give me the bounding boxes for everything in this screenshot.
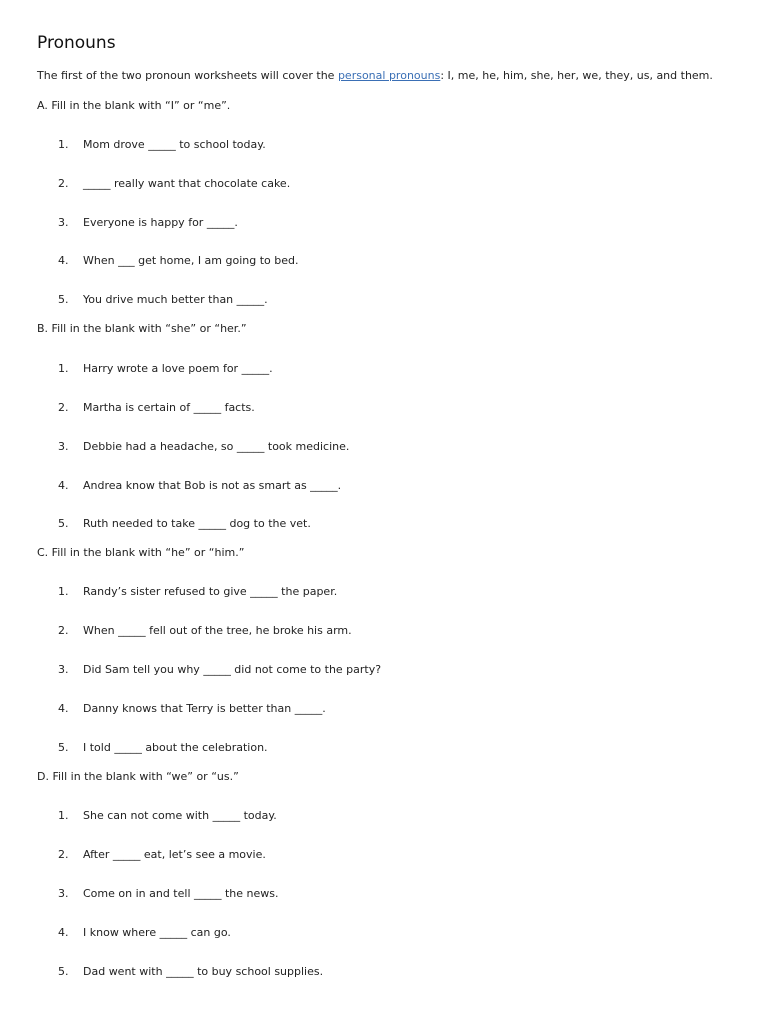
list-item [58,479,341,492]
list-item [58,254,299,267]
item-text: Andrea know that Bob is not as smart as _____. [83,479,342,492]
intro-text-before: The first of the two pronoun worksheets will cover the [37,69,338,82]
item-number: 2. [58,401,69,414]
list-item [58,741,268,754]
personal-pronouns-link[interactable]: personal pronouns [337,69,441,82]
item-number: 1. [58,809,69,822]
item-text: After _____ eat, let’s see a movie. [83,848,266,861]
list-item [58,965,323,978]
intro-paragraph [37,69,713,82]
item-text: Ruth needed to take _____ dog to the vet. [83,517,311,530]
item-text: Debbie had a headache, so _____ took medicine. [83,440,350,453]
item-text: I told _____ about the celebration. [83,741,268,754]
item-text: Dad went with _____ to buy school supplies. [83,965,324,978]
list-item [58,401,255,414]
item-number: 2. [58,848,69,861]
item-text: Mom drove _____ to school today. [83,138,266,151]
section-a-heading: A. Fill in the blank with “I” or “me”. [37,99,231,112]
list-item [58,517,311,530]
item-number: 3. [58,663,69,676]
item-number: 1. [58,362,69,375]
item-number: 3. [58,440,69,453]
item-text: Randy’s sister refused to give _____ the paper. [83,585,338,598]
item-text: Harry wrote a love poem for _____. [83,362,273,375]
section-b-heading: B. Fill in the blank with “she” or “her.” [37,322,247,335]
list-item [58,293,268,306]
item-text: Did Sam tell you why _____ did not come to the party? [83,663,382,676]
item-text: You drive much better than _____. [83,293,268,306]
item-text: Everyone is happy for _____. [83,216,238,229]
item-text: She can not come with _____ today. [83,809,277,822]
item-text: When _____ fell out of the tree, he broke his arm. [83,624,352,637]
item-text: When ___ get home, I am going to bed. [83,254,299,267]
item-number: 4. [58,702,69,715]
item-text: Come on in and tell _____ the news. [83,887,279,900]
intro-text-after: : I, me, he, him, she, her, we, they, us, and them. [440,69,713,82]
item-text: _____ really want that chocolate cake. [83,177,291,190]
item-number: 4. [58,926,69,939]
list-item [58,809,277,822]
item-number: 1. [58,585,69,598]
section-c-heading: C. Fill in the blank with “he” or “him.” [37,546,245,559]
item-number: 2. [58,177,69,190]
list-item [58,702,326,715]
item-text: I know where _____ can go. [83,926,231,939]
list-item [58,585,337,598]
list-item [58,663,381,676]
item-number: 5. [58,293,69,306]
item-number: 4. [58,254,69,267]
list-item [58,624,352,637]
item-number: 5. [58,517,69,530]
list-item [58,887,279,900]
page-title: Pronouns [37,33,116,53]
list-item [58,362,273,375]
item-number: 3. [58,887,69,900]
list-item [58,926,231,939]
list-item [58,440,349,453]
item-number: 5. [58,741,69,754]
item-text: Martha is certain of _____ facts. [83,401,255,414]
item-number: 1. [58,138,69,151]
list-item [58,177,290,190]
list-item [58,848,266,861]
item-number: 5. [58,965,69,978]
list-item [58,138,266,151]
item-number: 2. [58,624,69,637]
item-text: Danny knows that Terry is better than _____. [83,702,326,715]
item-number: 4. [58,479,69,492]
section-d-heading: D. Fill in the blank with “we” or “us.” [37,770,239,783]
list-item [58,216,238,229]
item-number: 3. [58,216,69,229]
